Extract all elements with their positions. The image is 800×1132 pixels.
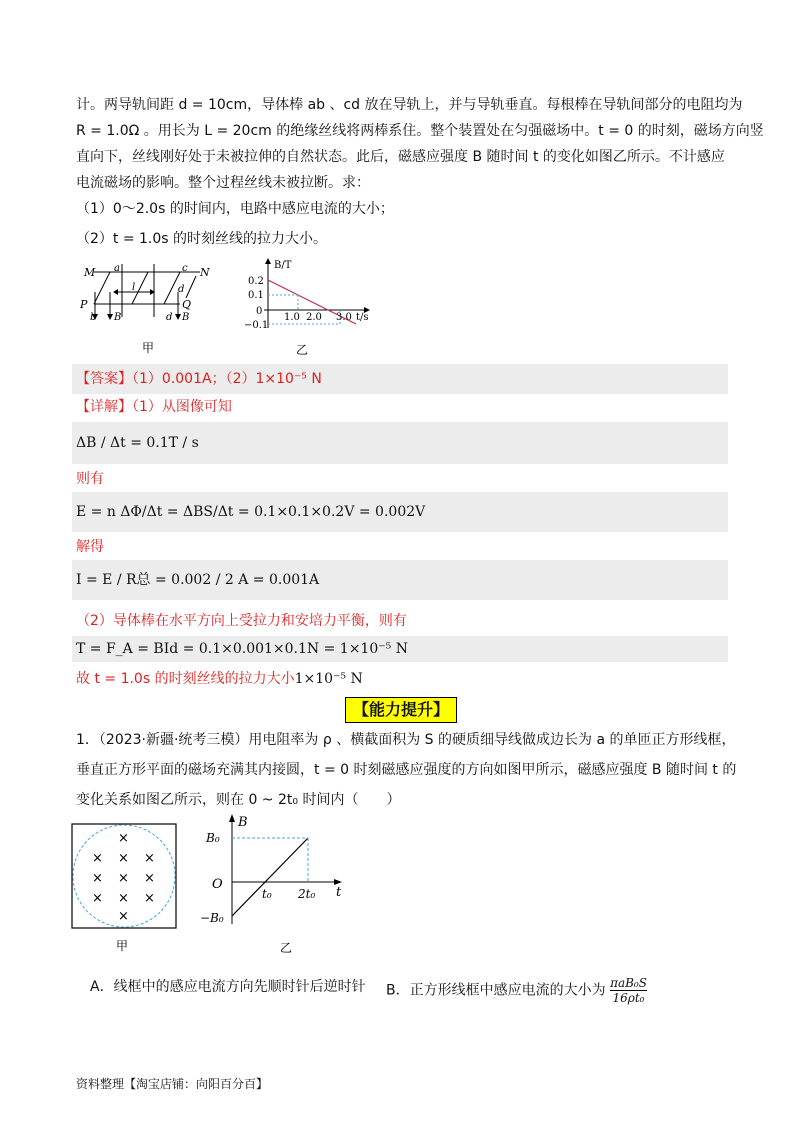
label-a: a bbox=[114, 263, 120, 274]
option-b[interactable] bbox=[386, 976, 647, 1005]
axis-label-B: B bbox=[238, 815, 248, 830]
cross-mark: × bbox=[92, 891, 103, 906]
tick-label: 0.1 bbox=[248, 290, 264, 301]
y-axis-label: B/T bbox=[274, 260, 292, 271]
tick-label: 0.2 bbox=[248, 276, 264, 287]
figure-yi-graph bbox=[196, 812, 356, 958]
option-b-text: B．正方形线框中感应电流的大小为 bbox=[386, 982, 606, 999]
cross-mark: × bbox=[144, 851, 155, 866]
figure-jia-square bbox=[70, 822, 182, 954]
figure-jia-rails bbox=[80, 262, 220, 357]
tick-label: 0 bbox=[256, 306, 263, 317]
figure-yi-graph bbox=[244, 258, 384, 358]
label-l: l bbox=[132, 282, 136, 293]
equation-1: ΔB / Δt = 0.1T / s bbox=[76, 435, 199, 451]
equation-4: T = F_A = BId = 0.1×0.001×0.1N = 1×10⁻⁵ N bbox=[76, 641, 408, 657]
text-line: R = 1.0Ω 。用长为 L = 20cm 的绝缘丝线将两棒系住。整个装置处在匀强磁场中。t = 0 的时刻，磁场方向竖 bbox=[76, 123, 764, 139]
problem-line: 垂直正方形平面的磁场充满其内接圆，t = 0 时刻磁感应强度的方向如图甲所示，磁感应强度 B 随时间 t 的 bbox=[76, 762, 737, 778]
part-2-text: （2）导体棒在水平方向上受拉力和安培力平衡，则有 bbox=[76, 613, 407, 629]
label-b: b bbox=[90, 312, 97, 323]
cross-mark: × bbox=[144, 871, 155, 886]
label-B: B bbox=[114, 312, 122, 323]
footer-note: 资料整理【淘宝店铺：向阳百分百】 bbox=[76, 1077, 269, 1091]
label-d-distance: d bbox=[178, 284, 185, 295]
label-c: c bbox=[182, 263, 188, 274]
conclusion-text: 故 t = 1.0s 的时刻丝线的拉力大小 bbox=[76, 671, 295, 687]
label-M: M bbox=[84, 266, 96, 279]
fraction-denominator: 16ρt₀ bbox=[612, 991, 645, 1005]
text-line: 直向下，丝线刚好处于未被拉伸的自然状态。此后，磁感应强度 B 随时间 t 的变化如图乙所示。不计感应 bbox=[76, 149, 725, 165]
tick-label: 1.0 bbox=[284, 312, 300, 323]
option-b-fraction bbox=[610, 976, 647, 1005]
label-N: N bbox=[200, 266, 210, 279]
question-2: （2）t = 1.0s 的时刻丝线的拉力大小。 bbox=[76, 231, 328, 247]
cross-mark: × bbox=[118, 871, 129, 886]
label-B: B bbox=[182, 312, 190, 323]
label-P: P bbox=[80, 298, 88, 311]
tick-label: −0.1 bbox=[244, 320, 269, 331]
text-line: 电流磁场的影响。整个过程丝线未被拉断。求： bbox=[76, 175, 370, 191]
caption-jia: 甲 bbox=[142, 341, 155, 355]
problem-line: 变化关系如图乙所示，则在 0 ~ 2t₀ 时间内（ ） bbox=[76, 792, 401, 808]
cross-mark: × bbox=[118, 851, 129, 866]
cross-mark: × bbox=[92, 851, 103, 866]
axis-label-t: t bbox=[336, 885, 342, 900]
section-title: 【能力提升】 bbox=[345, 697, 457, 723]
answer-label: 【答案】 bbox=[76, 371, 132, 387]
label-2t0: 2t₀ bbox=[298, 887, 316, 901]
cross-mark: × bbox=[118, 891, 129, 906]
cross-mark: × bbox=[92, 871, 103, 886]
cross-mark: × bbox=[118, 909, 129, 924]
label-t0: t₀ bbox=[262, 887, 272, 901]
label-B0: B₀ bbox=[206, 831, 220, 845]
label-d: d bbox=[166, 312, 173, 323]
question-1: （1）0～2.0s 的时间内，电路中感应电流的大小； bbox=[76, 201, 394, 217]
text-line: 计。两导轨间距 d = 10cm，导体棒 ab 、cd 放在导轨上，并与导轨垂直。每根棒在导轨间部分的电阻均为 bbox=[76, 97, 743, 113]
detail-intro: （1）从图像可知 bbox=[132, 399, 232, 415]
equation-2: E = n ΔΦ/Δt = ΔBS/Δt = 0.1×0.1×0.2V = 0.002V bbox=[76, 504, 426, 520]
text-then: 则有 bbox=[76, 471, 104, 487]
problem-line: 1．（2023·新疆·统考三模）用电阻率为 ρ 、横截面积为 S 的硬质细导线做成边长为 a 的单匝正方形线框， bbox=[76, 732, 736, 748]
tick-label: 3.0 bbox=[336, 312, 352, 323]
equation-3: I = E / R总 = 0.002 / 2 A = 0.001A bbox=[76, 572, 320, 588]
caption-yi: 乙 bbox=[280, 941, 293, 955]
caption-yi: 乙 bbox=[296, 343, 309, 357]
conclusion-value: 1×10⁻⁵ N bbox=[294, 671, 363, 687]
answer-text: （1）0.001A；（2）1×10⁻⁵ N bbox=[132, 371, 322, 387]
x-axis-label: t/s bbox=[356, 312, 369, 323]
cross-mark: × bbox=[144, 891, 155, 906]
detail-label: 【详解】 bbox=[76, 399, 132, 415]
label-origin: O bbox=[212, 877, 223, 892]
label-neg-B0: −B₀ bbox=[200, 911, 224, 925]
option-a[interactable]: A．线框中的感应电流方向先顺时针后逆时针 bbox=[90, 979, 366, 995]
tick-label: 2.0 bbox=[306, 312, 322, 323]
caption-jia: 甲 bbox=[116, 939, 129, 953]
text-solve: 解得 bbox=[76, 539, 104, 555]
cross-mark: × bbox=[118, 831, 129, 846]
label-Q: Q bbox=[182, 298, 192, 311]
fraction-numerator: πaB₀S bbox=[610, 976, 647, 990]
